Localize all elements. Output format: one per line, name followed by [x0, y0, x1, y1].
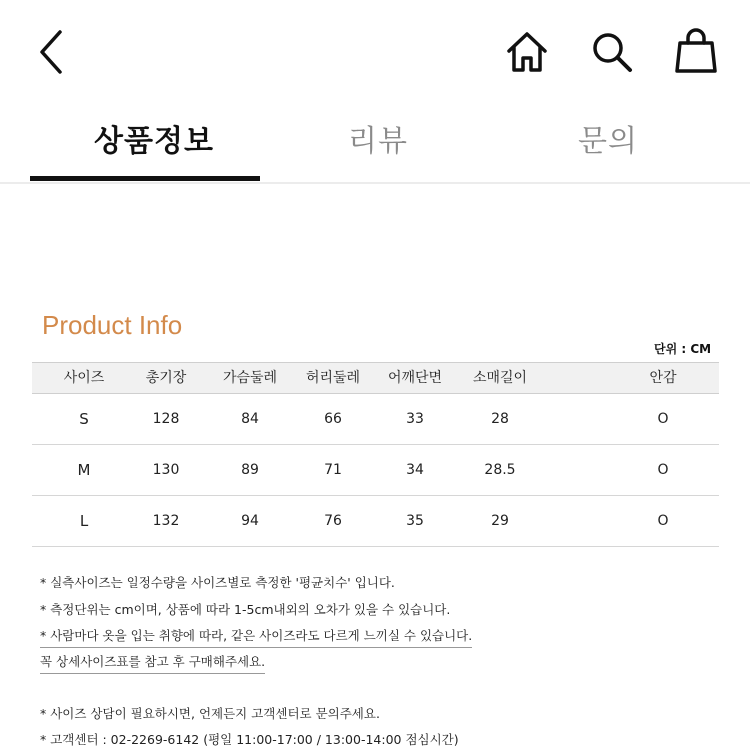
table-cell: 130 [152, 462, 180, 478]
note-text-underlined: * 사람마다 옷을 입는 취향에 따라, 같은 사이즈라도 다르게 느끼실 수 있습니다. [40, 626, 472, 648]
table-cell: 28.5 [484, 462, 516, 478]
column-header: 허리둘레 [305, 370, 361, 386]
note-text: * 측정단위는 cm이며, 상품에 따라 1-5cm내외의 오차가 있을 수 있습니다. [40, 602, 451, 617]
tab-bar [0, 100, 750, 184]
search-button[interactable] [590, 30, 634, 74]
note-text: * 실측사이즈는 일정수량을 사이즈별로 측정한 '평균치수' 입니다. [40, 575, 395, 590]
note-text-underlined: 꼭 상세사이즈표를 참고 후 구매해주세요. [40, 652, 265, 674]
table-cell: 84 [241, 411, 259, 427]
table-cell: 89 [241, 462, 259, 478]
tab-inquiry[interactable]: 문의 [578, 124, 638, 159]
table-cell: O [657, 462, 669, 478]
chevron-left-icon [30, 28, 74, 76]
table-cell: 28 [491, 411, 509, 427]
table-cell: 29 [491, 513, 509, 529]
column-header: 안감 [649, 370, 677, 386]
tab-reviews[interactable]: 리뷰 [348, 124, 408, 159]
table-cell: 132 [152, 513, 180, 529]
size-cell: S [79, 410, 89, 428]
size-table-header [32, 362, 719, 394]
table-cell: 94 [241, 513, 259, 529]
column-header: 어깨단면 [387, 370, 443, 386]
home-icon [505, 30, 549, 74]
column-header: 총기장 [145, 370, 187, 386]
active-tab-indicator [30, 176, 260, 181]
top-navigation-bar [0, 0, 750, 100]
search-icon [590, 30, 634, 74]
table-cell: O [657, 513, 669, 529]
cart-button[interactable] [674, 28, 718, 74]
tab-product-info[interactable]: 상품정보 [94, 124, 214, 159]
product-info-title: Product Info [42, 310, 183, 340]
table-cell: 66 [324, 411, 342, 427]
size-table [32, 362, 719, 547]
table-row [32, 496, 719, 547]
column-header: 사이즈 [63, 370, 105, 386]
note-text: * 사이즈 상담이 필요하시면, 언제든지 고객센터로 문의주세요. [40, 706, 380, 721]
table-cell: 35 [406, 513, 424, 529]
customer-center-note: * 고객센터 : 02-2269-6142 (평일 11:00-17:00 / 13:00-14:00 점심시간) [40, 732, 459, 747]
column-header: 소매길이 [472, 370, 528, 386]
back-button[interactable] [30, 28, 74, 76]
home-button[interactable] [505, 30, 549, 74]
unit-label: 단위 : CM [654, 342, 712, 356]
table-row [32, 445, 719, 496]
size-cell: L [79, 512, 89, 530]
shopping-bag-icon [674, 28, 718, 74]
table-cell: 33 [406, 411, 424, 427]
table-cell: O [657, 411, 669, 427]
size-cell: M [77, 461, 91, 479]
table-cell: 128 [152, 411, 180, 427]
table-cell: 34 [406, 462, 424, 478]
table-cell: 71 [324, 462, 342, 478]
table-cell: 76 [324, 513, 342, 529]
table-row [32, 394, 719, 445]
column-header: 가슴둘레 [222, 370, 278, 386]
